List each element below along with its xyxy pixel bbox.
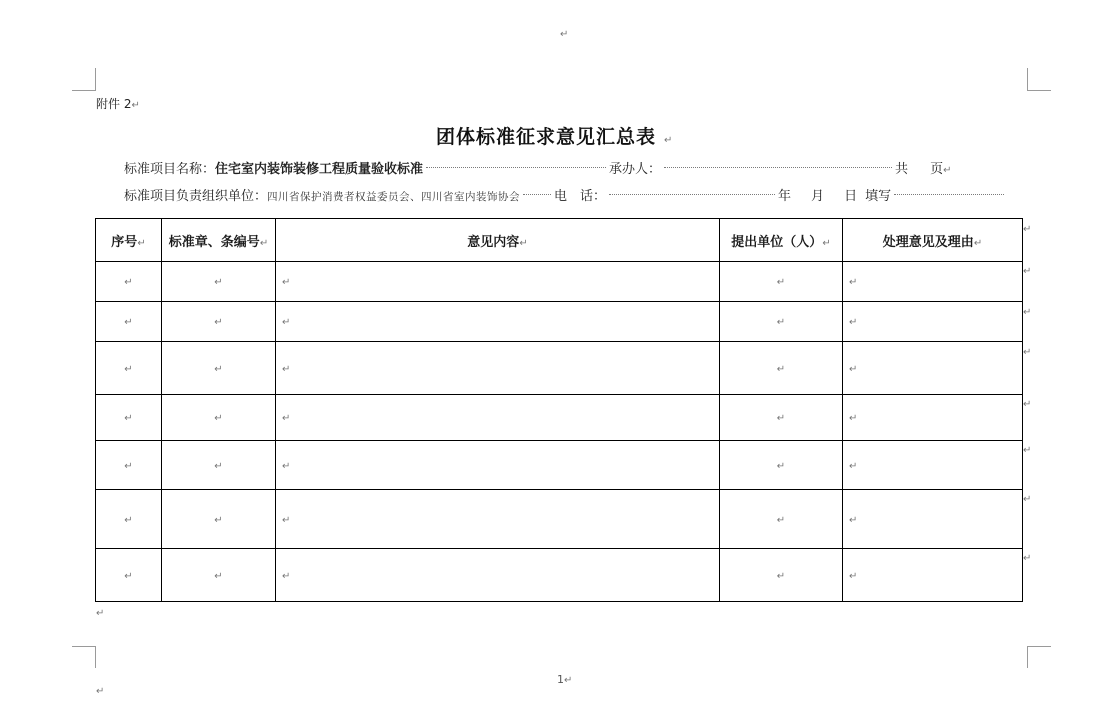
project-name-value: 住宅室内装饰装修工程质量验收标准 [215,162,424,177]
cell-submitter[interactable]: ↵ [720,395,843,441]
header-clause-number: 标准章、条编号↵ [162,219,276,262]
org-value: 四川省保护消费者权益委员会、四川省室内装饰协会 [267,191,521,203]
org-label: 标准项目负责组织单位： [124,189,268,204]
page-label: 页 [930,162,944,177]
cell-comment[interactable]: ↵ [276,490,720,549]
cell-clause[interactable]: ↵ [162,441,276,490]
cell-submitter[interactable]: ↵ [720,441,843,490]
trailing-paragraph-mark: ↵ [96,608,105,619]
phone-blank [609,194,775,195]
top-paragraph-mark: ↵ [560,29,569,40]
cell-comment[interactable]: ↵ [276,441,720,490]
header-serial-number: 序号↵ [96,219,162,262]
year-label: 年 [778,189,792,204]
row1-paragraph-mark: ↵ [943,165,952,176]
crop-mark-top-left-v [95,68,96,90]
handler-label: 承办人： [609,162,662,177]
cell-serial[interactable]: ↵ [96,302,162,342]
table-header-row [96,219,1023,262]
project-name-label: 标准项目名称： [124,162,216,177]
cell-clause[interactable]: ↵ [162,549,276,602]
handler-blank [664,167,892,168]
cell-comment[interactable]: ↵ [276,395,720,441]
cell-comment[interactable]: ↵ [276,549,720,602]
crop-mark-bottom-left-h [72,646,96,647]
row-end-mark: ↵ [1023,307,1032,318]
attachment-label [96,95,140,112]
cell-serial[interactable]: ↵ [96,490,162,549]
cell-handling[interactable]: ↵ [843,302,1023,342]
cell-clause[interactable]: ↵ [162,342,276,395]
row-end-mark: ↵ [1023,399,1032,410]
crop-mark-bottom-left-v [95,646,96,668]
fill-label: 填写 [865,189,892,204]
cell-clause[interactable]: ↵ [162,490,276,549]
cell-serial[interactable]: ↵ [96,262,162,302]
table-row [96,342,1023,395]
page-number [557,673,572,686]
crop-mark-top-right-h [1027,90,1051,91]
crop-mark-bottom-right-v [1027,646,1028,668]
info-row-organization [124,188,1007,206]
row-end-mark: ↵ [1023,445,1032,456]
attachment-paragraph-mark: ↵ [131,100,140,111]
crop-mark-top-right-v [1027,68,1028,90]
table-row [96,441,1023,490]
cell-handling[interactable]: ↵ [843,342,1023,395]
attachment-label-text: 附件 2 [96,97,132,111]
month-label: 月 [811,189,825,204]
row-end-mark: ↵ [1023,347,1032,358]
row-end-mark: ↵ [1023,553,1032,564]
cell-submitter[interactable]: ↵ [720,549,843,602]
cell-handling[interactable]: ↵ [843,395,1023,441]
title-paragraph-mark: ↵ [664,135,674,146]
cell-handling[interactable]: ↵ [843,549,1023,602]
cell-submitter[interactable]: ↵ [720,490,843,549]
table-row [96,490,1023,549]
footer-paragraph-mark: ↵ [96,686,105,697]
table-row [96,302,1023,342]
cell-clause[interactable]: ↵ [162,302,276,342]
cell-clause[interactable]: ↵ [162,262,276,302]
header-handling-opinion: 处理意见及理由↵ [843,219,1023,262]
cell-comment[interactable]: ↵ [276,262,720,302]
cell-handling[interactable]: ↵ [843,441,1023,490]
cell-serial[interactable]: ↵ [96,441,162,490]
page-number-mark: ↵ [564,675,573,686]
header-comment-content: 意见内容↵ [276,219,720,262]
cell-handling[interactable]: ↵ [843,262,1023,302]
document-title [436,122,673,149]
leader-dots [523,194,551,195]
leader-dots [426,167,606,168]
cell-serial[interactable]: ↵ [96,395,162,441]
phone-label: 电 话： [554,189,607,204]
cell-comment[interactable]: ↵ [276,342,720,395]
document-title-text: 团体标准征求意见汇总表 [436,126,657,148]
cell-submitter[interactable]: ↵ [720,302,843,342]
cell-handling[interactable]: ↵ [843,490,1023,549]
trailing-dots [894,194,1004,195]
table-row [96,395,1023,441]
info-row-project [124,161,951,179]
row-end-mark: ↵ [1023,266,1032,277]
cell-clause[interactable]: ↵ [162,395,276,441]
comment-summary-table [95,218,1023,602]
cell-comment[interactable]: ↵ [276,302,720,342]
page-number-text: 1 [557,673,564,686]
cell-submitter[interactable]: ↵ [720,262,843,302]
day-label: 日 [844,189,858,204]
cell-serial[interactable]: ↵ [96,342,162,395]
total-label: 共 [895,162,909,177]
crop-mark-bottom-right-h [1027,646,1051,647]
cell-serial[interactable]: ↵ [96,549,162,602]
crop-mark-top-left-h [72,90,96,91]
cell-submitter[interactable]: ↵ [720,342,843,395]
table-row [96,549,1023,602]
row-end-mark: ↵ [1023,494,1032,505]
table-row [96,262,1023,302]
row-end-mark: ↵ [1023,224,1032,235]
header-submitter: 提出单位（人）↵ [720,219,843,262]
